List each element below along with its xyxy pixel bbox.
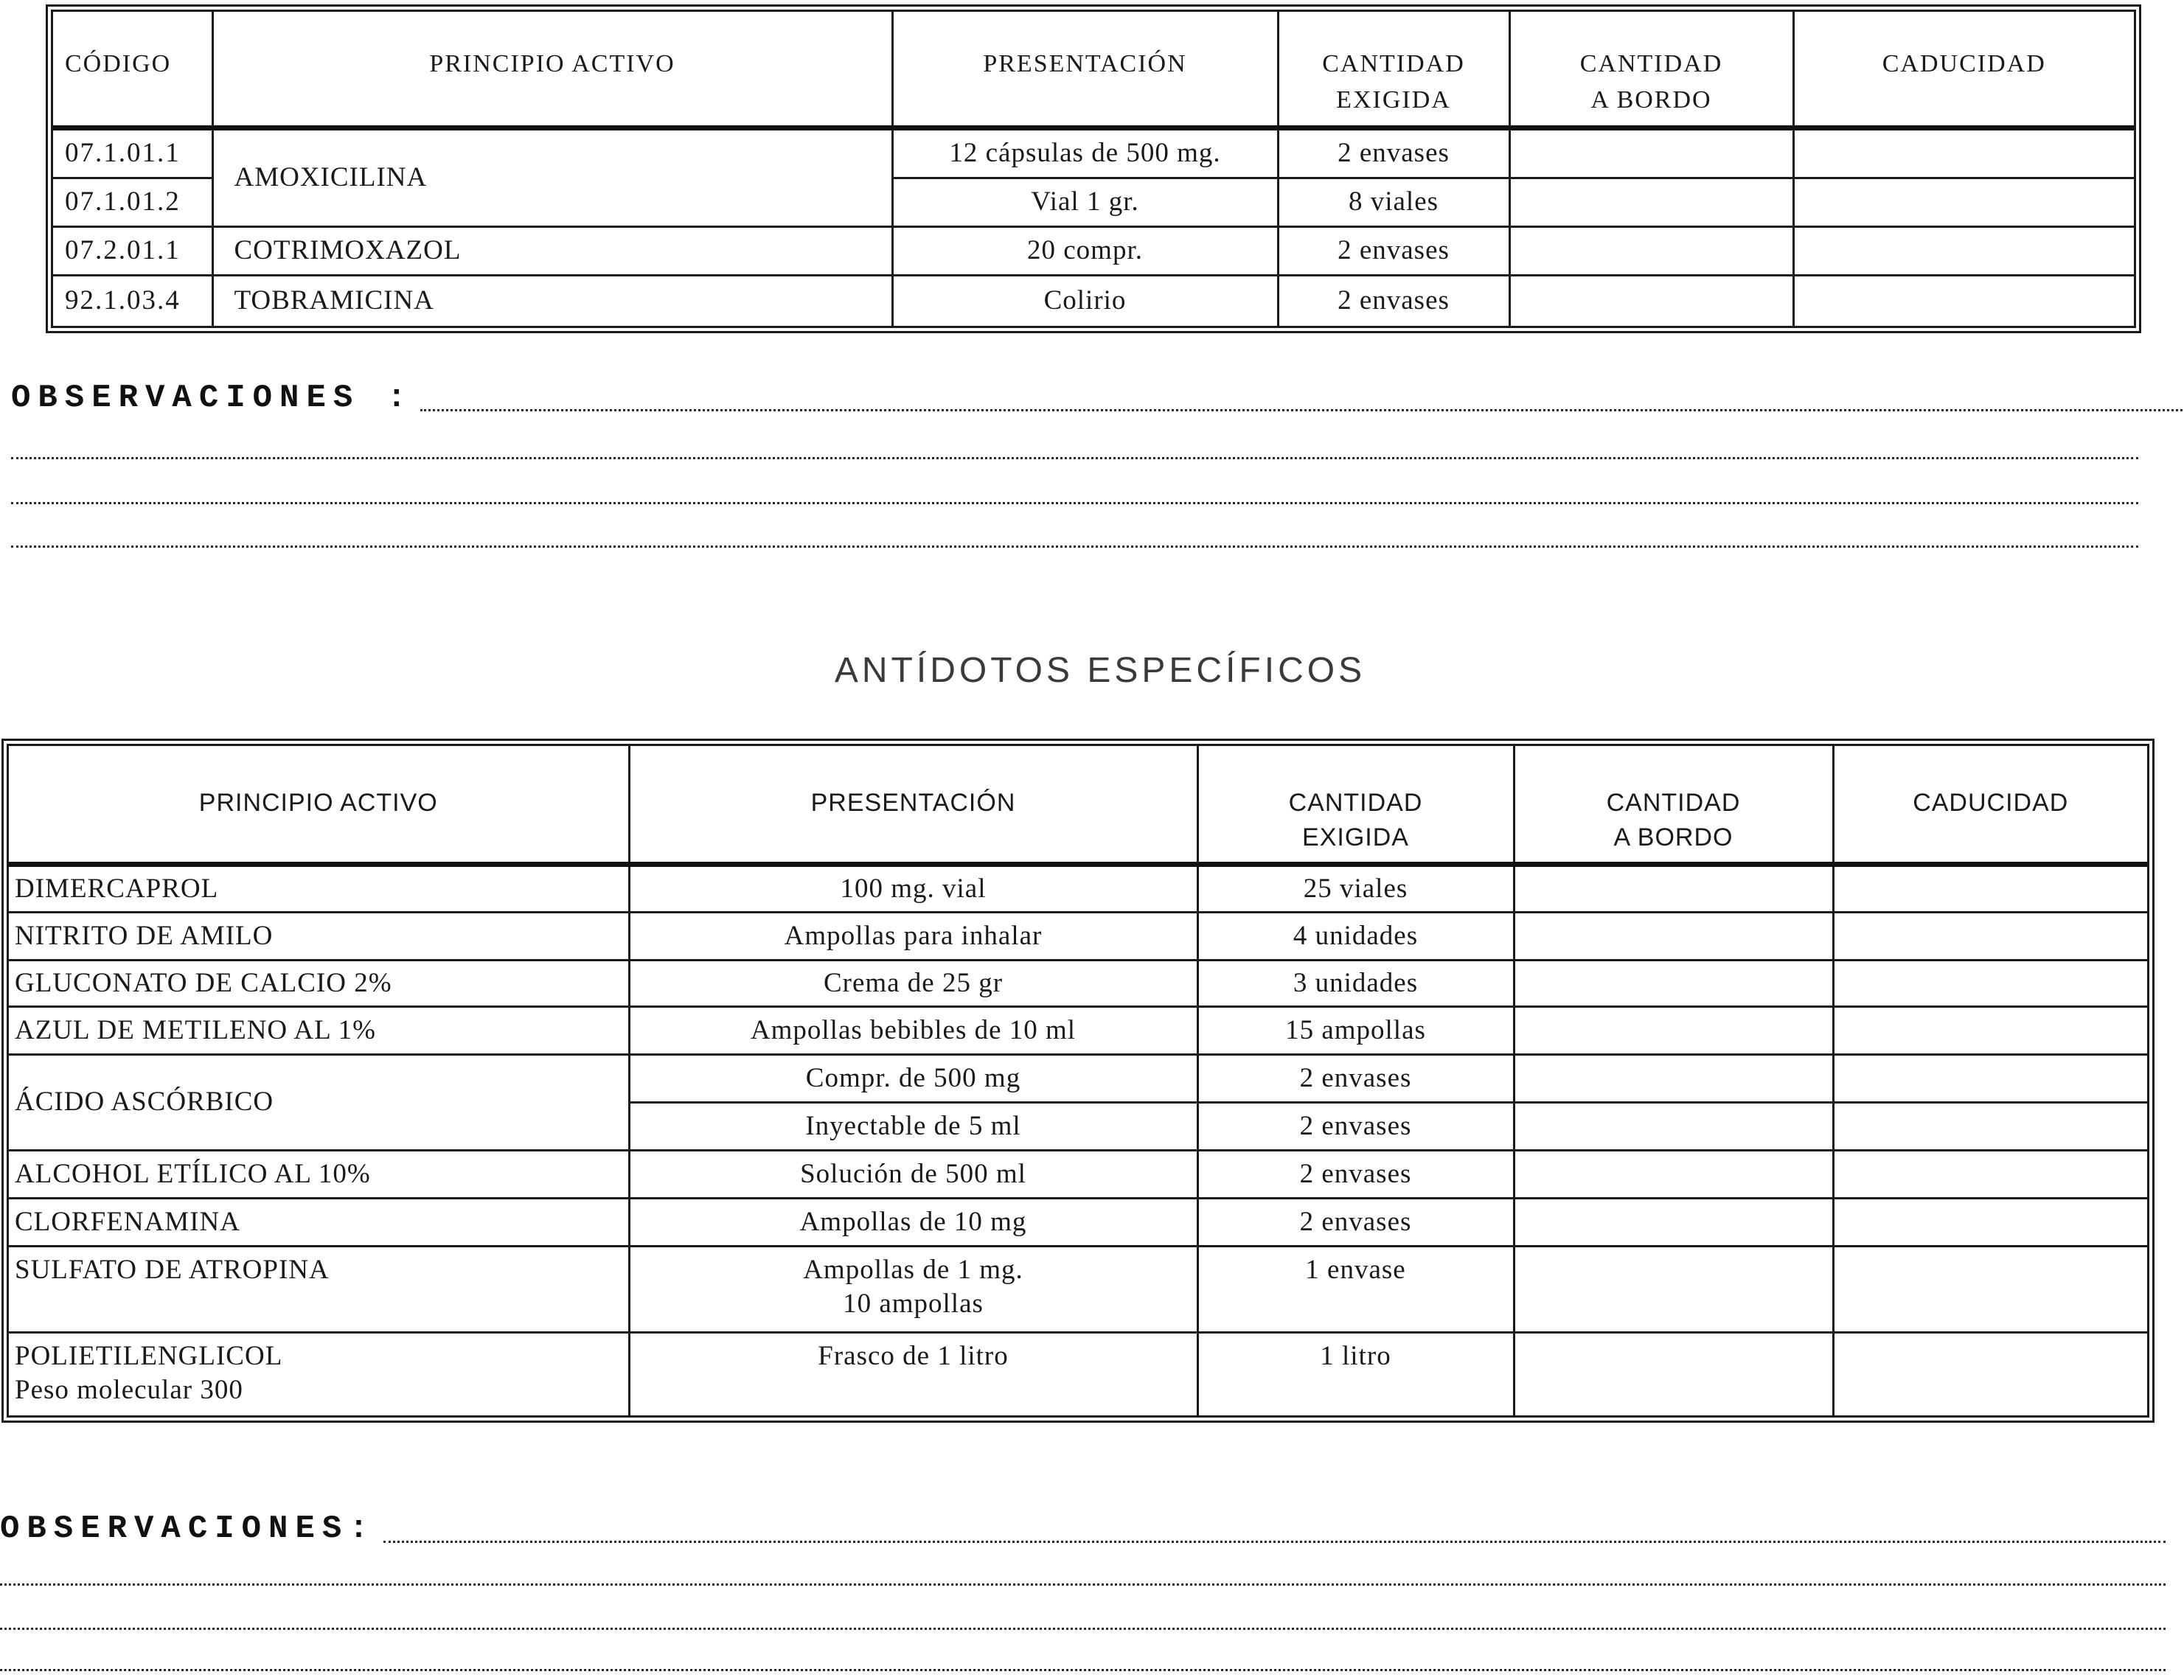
- section-title: ANTÍDOTOS ESPECÍFICOS: [834, 651, 1366, 690]
- required-quantity-cell: 2 envases: [1197, 1054, 1514, 1102]
- expiry-cell: [1793, 178, 2134, 226]
- onboard-quantity-cell: [1514, 864, 1833, 912]
- dotted-fill-line: [0, 1669, 2166, 1671]
- expiry-cell: [1833, 960, 2147, 1006]
- antidotes-table: [1, 739, 2155, 1423]
- header-expiry: CADUCIDAD: [1793, 12, 2134, 128]
- active-ingredient-cell: DIMERCAPROL: [9, 864, 629, 912]
- presentation-cell: Ampollas de 10 mg: [629, 1198, 1197, 1246]
- dotted-fill-line: [0, 1628, 2166, 1630]
- presentation-cell: Crema de 25 gr: [629, 960, 1197, 1006]
- required-quantity-cell: 25 viales: [1197, 864, 1514, 912]
- table-row: [9, 912, 2147, 960]
- required-quantity-cell: 2 envases: [1197, 1150, 1514, 1198]
- active-ingredient-cell: CLORFENAMINA: [9, 1198, 629, 1246]
- table-row: [53, 275, 2134, 326]
- dotted-fill-line: [0, 1583, 2166, 1586]
- header-row: [9, 746, 2147, 864]
- active-ingredient-cell: TOBRAMICINA: [212, 275, 892, 326]
- table-row: [9, 1054, 2147, 1102]
- header-line: A BORDO: [1613, 823, 1733, 851]
- active-ingredient-cell: SULFATO DE ATROPINA: [9, 1246, 629, 1332]
- header-line: CANTIDAD: [1322, 50, 1465, 77]
- table-row: [53, 128, 2134, 178]
- onboard-quantity-cell: [1514, 1198, 1833, 1246]
- header-onboard-quantity: [1514, 746, 1833, 864]
- dotted-fill-line: [420, 409, 2183, 411]
- expiry-cell: [1833, 864, 2147, 912]
- presentation-cell: Compr. de 500 mg: [629, 1054, 1197, 1102]
- header-line: EXIGIDA: [1336, 86, 1451, 114]
- presentation-cell: Inyectable de 5 ml: [629, 1102, 1197, 1150]
- onboard-quantity-cell: [1514, 1246, 1833, 1332]
- expiry-cell: [1833, 1246, 2147, 1332]
- header-line: A BORDO: [1590, 86, 1712, 114]
- active-ingredient-cell: NITRITO DE AMILO: [9, 912, 629, 960]
- active-ingredient-cell: [9, 1332, 629, 1415]
- presentation-cell: 100 mg. vial: [629, 864, 1197, 912]
- presentation-line: 10 ampollas: [843, 1288, 984, 1319]
- table-row: [9, 864, 2147, 912]
- required-quantity-cell: 3 unidades: [1197, 960, 1514, 1006]
- active-ingredient-cell: ALCOHOL ETÍLICO AL 10%: [9, 1150, 629, 1198]
- supply-table-grid: [53, 12, 2134, 326]
- expiry-cell: [1833, 1198, 2147, 1246]
- header-presentation: PRESENTACIÓN: [629, 746, 1197, 864]
- expiry-cell: [1833, 1006, 2147, 1054]
- code-cell: 07.2.01.1: [53, 226, 212, 275]
- required-quantity-cell: 8 viales: [1278, 178, 1509, 226]
- table-row: [9, 1150, 2147, 1198]
- code-cell: 92.1.03.4: [53, 275, 212, 326]
- expiry-cell: [1793, 128, 2134, 178]
- dotted-fill-line: [11, 502, 2138, 504]
- antidotes-table-grid: [9, 746, 2147, 1415]
- table-row: [9, 1006, 2147, 1054]
- expiry-cell: [1833, 1054, 2147, 1102]
- expiry-cell: [1833, 912, 2147, 960]
- header-line: CANTIDAD: [1288, 789, 1423, 817]
- required-quantity-cell: 2 envases: [1278, 275, 1509, 326]
- observations-label: OBSERVACIONES :: [11, 380, 414, 416]
- header-code: CÓDIGO: [53, 12, 212, 128]
- header-expiry: CADUCIDAD: [1833, 746, 2147, 864]
- required-quantity-cell: 1 envase: [1197, 1246, 1514, 1332]
- onboard-quantity-cell: [1514, 1054, 1833, 1102]
- table-row: [9, 960, 2147, 1006]
- table-row: [9, 1332, 2147, 1415]
- dotted-fill-line: [11, 546, 2138, 548]
- code-cell: 07.1.01.1: [53, 128, 212, 178]
- onboard-quantity-cell: [1514, 1102, 1833, 1150]
- onboard-quantity-cell: [1509, 226, 1793, 275]
- code-cell: 07.1.01.2: [53, 178, 212, 226]
- expiry-cell: [1833, 1150, 2147, 1198]
- dotted-fill-line: [383, 1541, 2166, 1543]
- presentation-cell: Solución de 500 ml: [629, 1150, 1197, 1198]
- dotted-fill-line: [11, 457, 2138, 459]
- presentation-cell: 12 cápsulas de 500 mg.: [892, 128, 1278, 178]
- active-ingredient-cell: COTRIMOXAZOL: [212, 226, 892, 275]
- active-ingredient-cell: AMOXICILINA: [212, 128, 892, 226]
- active-ingredient-line: POLIETILENGLICOL: [15, 1340, 283, 1371]
- table-row: [53, 226, 2134, 275]
- active-ingredient-cell: GLUCONATO DE CALCIO 2%: [9, 960, 629, 1006]
- active-ingredient-note: Peso molecular 300: [15, 1374, 243, 1405]
- onboard-quantity-cell: [1514, 960, 1833, 1006]
- presentation-cell: Ampollas para inhalar: [629, 912, 1197, 960]
- header-active-ingredient: PRINCIPIO ACTIVO: [212, 12, 892, 128]
- presentation-cell: [629, 1246, 1197, 1332]
- onboard-quantity-cell: [1514, 1150, 1833, 1198]
- header-line: EXIGIDA: [1302, 823, 1409, 851]
- observations-label: OBSERVACIONES:: [0, 1510, 376, 1547]
- required-quantity-cell: 2 envases: [1278, 226, 1509, 275]
- presentation-cell: Ampollas bebibles de 10 ml: [629, 1006, 1197, 1054]
- required-quantity-cell: 1 litro: [1197, 1332, 1514, 1415]
- presentation-line: Ampollas de 1 mg.: [803, 1254, 1023, 1285]
- active-ingredient-cell: ÁCIDO ASCÓRBICO: [9, 1054, 629, 1150]
- expiry-cell: [1793, 275, 2134, 326]
- required-quantity-cell: 4 unidades: [1197, 912, 1514, 960]
- header-line: CANTIDAD: [1606, 789, 1741, 817]
- header-row: [53, 12, 2134, 128]
- expiry-cell: [1833, 1332, 2147, 1415]
- presentation-cell: Vial 1 gr.: [892, 178, 1278, 226]
- onboard-quantity-cell: [1514, 1006, 1833, 1054]
- onboard-quantity-cell: [1509, 178, 1793, 226]
- required-quantity-cell: 2 envases: [1278, 128, 1509, 178]
- expiry-cell: [1793, 226, 2134, 275]
- header-required-quantity: [1278, 12, 1509, 128]
- onboard-quantity-cell: [1509, 128, 1793, 178]
- table-row: [9, 1246, 2147, 1332]
- header-onboard-quantity: [1509, 12, 1793, 128]
- onboard-quantity-cell: [1514, 912, 1833, 960]
- presentation-cell: Frasco de 1 litro: [629, 1332, 1197, 1415]
- table-row: [9, 1198, 2147, 1246]
- onboard-quantity-cell: [1514, 1332, 1833, 1415]
- presentation-cell: Colirio: [892, 275, 1278, 326]
- required-quantity-cell: 2 envases: [1197, 1102, 1514, 1150]
- header-required-quantity: [1197, 746, 1514, 864]
- header-line: CANTIDAD: [1579, 50, 1723, 77]
- header-presentation: PRESENTACIÓN: [892, 12, 1278, 128]
- active-ingredient-cell: AZUL DE METILENO AL 1%: [9, 1006, 629, 1054]
- onboard-quantity-cell: [1509, 275, 1793, 326]
- required-quantity-cell: 2 envases: [1197, 1198, 1514, 1246]
- expiry-cell: [1833, 1102, 2147, 1150]
- supply-table: [46, 4, 2141, 333]
- required-quantity-cell: 15 ampollas: [1197, 1006, 1514, 1054]
- header-active-ingredient: PRINCIPIO ACTIVO: [9, 746, 629, 864]
- presentation-cell: 20 compr.: [892, 226, 1278, 275]
